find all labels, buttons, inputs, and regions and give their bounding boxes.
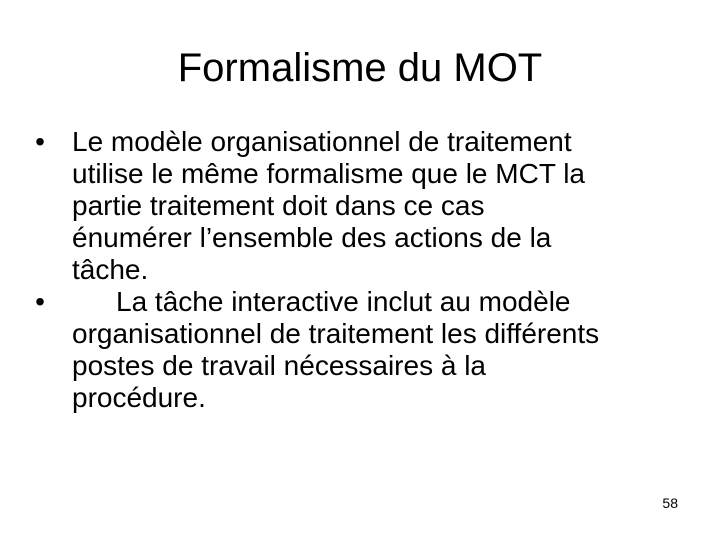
slide-title: Formalisme du MOT	[177, 46, 543, 90]
bullet-1-line-4: énumérer l’ensemble des actions de la	[72, 222, 552, 253]
bullet-2-line-2: organisationnel de traitement les différents	[72, 318, 600, 349]
bullet-1-line-3: partie traitement doit dans ce cas	[72, 190, 485, 221]
page-number: 58	[662, 495, 678, 511]
bullet-item-1	[28, 126, 708, 286]
bullet-marker: •	[35, 126, 45, 157]
bullet-1-line-2: utilise le même formalisme que le MCT la	[72, 158, 585, 189]
bullet-marker: •	[35, 286, 45, 317]
bullet-2-line-4: procédure.	[72, 382, 206, 413]
bullet-2-line-3: postes de travail nécessaires à la	[72, 350, 486, 381]
bullet-list	[28, 126, 708, 414]
bullet-item-2	[28, 286, 708, 414]
bullet-2-line-1: La tâche interactive inclut au modèle	[116, 286, 571, 317]
bullet-1-line-5: tâche.	[72, 254, 149, 285]
bullet-1-line-1: Le modèle organisationnel de traitement	[72, 126, 572, 157]
